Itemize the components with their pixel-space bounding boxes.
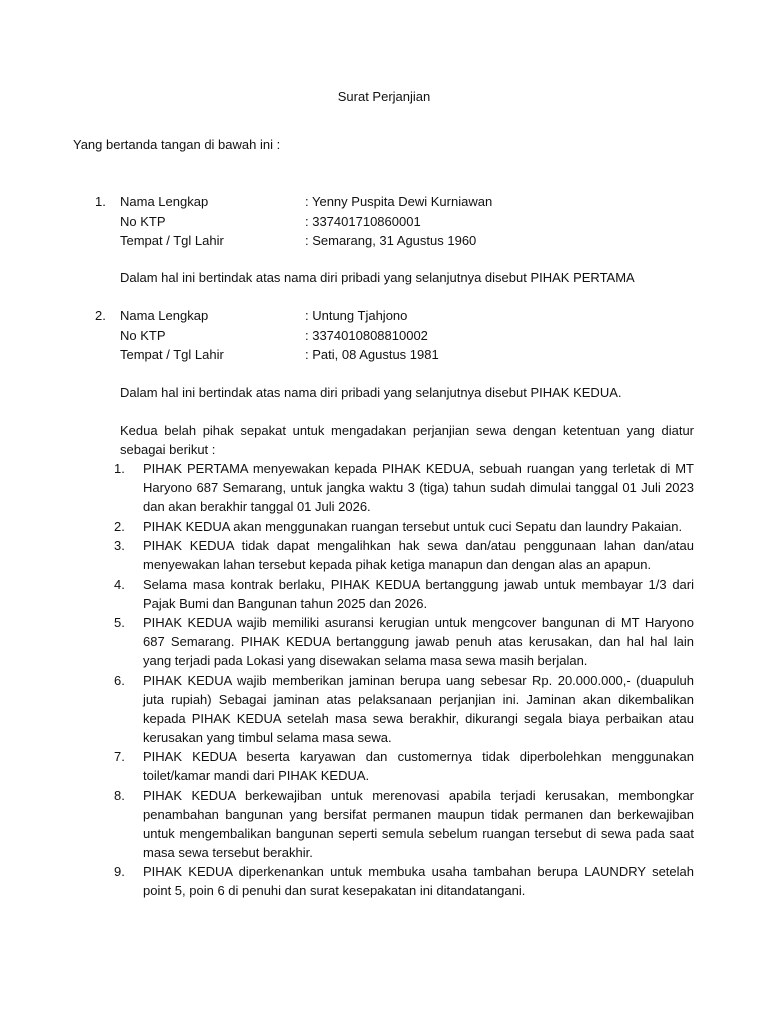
term-text: PIHAK KEDUA wajib memberikan jaminan berupa uang sebesar Rp. 20.000.000,- (duapuluh juta rupiah) Sebagai jaminan atas pelaksanaan perjanjian ini. Jaminan akan dikembalikan kepada PIHAK KEDUA setelah masa sewa berakhir, dikurangi segala biaya perbaikan atau kerusakan yang timbul selama masa sewa. [143,672,694,745]
term-number: 7. [114,749,125,764]
term-text: PIHAK KEDUA diperkenankan untuk membuka usaha tambahan berupa LAUNDRY setelah point 5, poin 6 di penuhi dan surat kesepakatan ini ditandatangani. [143,864,694,898]
field-label-birth: Tempat / Tgl Lahir [120,347,224,362]
field-value-name: : Untung Tjahjono [305,308,408,323]
term-item [95,862,694,900]
term-text: Selama masa kontrak berlaku, PIHAK KEDUA bertanggung jawab untuk membayar 1/3 dari Pajak Bumi dan Bangunan tahun 2025 dan 2026. [143,576,694,611]
term-item [95,671,694,747]
term-item [95,575,694,613]
field-label-ktp: No KTP [120,327,166,343]
term-item [95,747,694,785]
field-label-name: Nama Lengkap [120,308,209,323]
party-field-row [95,192,695,212]
term-item [95,459,694,516]
term-number: 4. [114,576,125,592]
term-item [95,536,694,574]
term-number: 3. [114,538,125,553]
party-field-row [95,326,695,346]
intro-text: Yang bertanda tangan di bawah ini : [73,137,281,152]
party-second [95,306,695,365]
field-value-name: : Yenny Puspita Dewi Kurniawan [305,194,493,209]
document-title: Surat Perjanjian [337,89,431,104]
field-value-ktp: : 337401710860001 [305,213,421,229]
field-value-ktp: : 3374010808810002 [305,327,428,343]
field-label-birth: Tempat / Tgl Lahir [120,233,224,248]
party-number: 2. [95,308,106,323]
term-text: PIHAK KEDUA beserta karyawan dan customernya tidak diperbolehkan menggunakan toilet/kamar mandi dari PIHAK KEDUA. [143,749,694,783]
party-field-row [95,345,695,365]
terms-list [95,459,694,901]
term-text: PIHAK KEDUA wajib memiliki asuransi kerugian untuk mengcover bangunan di MT Haryono 687 Semarang. PIHAK KEDUA bertanggung jawab penuh atas kerusakan, dan hal hal lain yang terjadi pada Lokasi yang disewakan selama masa sewa masih berjalan. [143,615,694,668]
party-field-row [95,306,695,326]
party-field-row [95,212,695,232]
field-label-ktp: No KTP [120,213,166,229]
field-value-birth: : Pati, 08 Agustus 1981 [305,347,439,362]
party-first-statement: Dalam hal ini bertindak atas nama diri pribadi yang selanjutnya disebut PIHAK PERTAMA [120,270,635,285]
party-first [95,192,695,251]
field-label-name: Nama Lengkap [120,194,209,209]
terms-intro: Kedua belah pihak sepakat untuk mengadakan perjanjian sewa dengan ketentuan yang diatur sebagai berikut : [120,423,694,457]
term-text: PIHAK PERTAMA menyewakan kepada PIHAK KEDUA, sebuah ruangan yang terletak di MT Haryono 687 Semarang, untuk jangka waktu 3 (tiga) tahun sudah dimulai tanggal 01 Juli 2023 dan akan berakhir tanggal 01 Juli 2026. [143,461,694,514]
term-number: 8. [114,787,125,803]
term-item [95,517,694,536]
party-number: 1. [95,194,106,209]
field-value-birth: : Semarang, 31 Agustus 1960 [305,233,477,248]
term-number: 6. [114,672,125,688]
party-second-statement: Dalam hal ini bertindak atas nama diri pribadi yang selanjutnya disebut PIHAK KEDUA. [120,385,622,400]
term-number: 9. [114,864,125,879]
term-text: PIHAK KEDUA akan menggunakan ruangan tersebut untuk cuci Sepatu dan laundry Pakaian. [143,518,683,534]
term-number: 5. [114,615,125,630]
term-text: PIHAK KEDUA tidak dapat mengalihkan hak sewa dan/atau penggunaan lahan dan/atau menyewakan lahan tersebut kepada pihak ketiga manapun dan dengan alas an apapun. [143,538,694,572]
party-field-row [95,231,695,251]
term-item [95,613,694,670]
term-number: 1. [114,461,125,476]
term-number: 2. [114,518,125,534]
term-item [95,786,694,862]
term-text: PIHAK KEDUA berkewajiban untuk merenovasi apabila terjadi kerusakan, membongkar penambahan bangunan yang bersifat permanen maupun tidak permanen dan berkewajiban untuk mengembalikan bangunan seperti semula sebelum ruangan tersebut di sewa pada saat masa sewa tersebut berakhir. [143,787,694,860]
